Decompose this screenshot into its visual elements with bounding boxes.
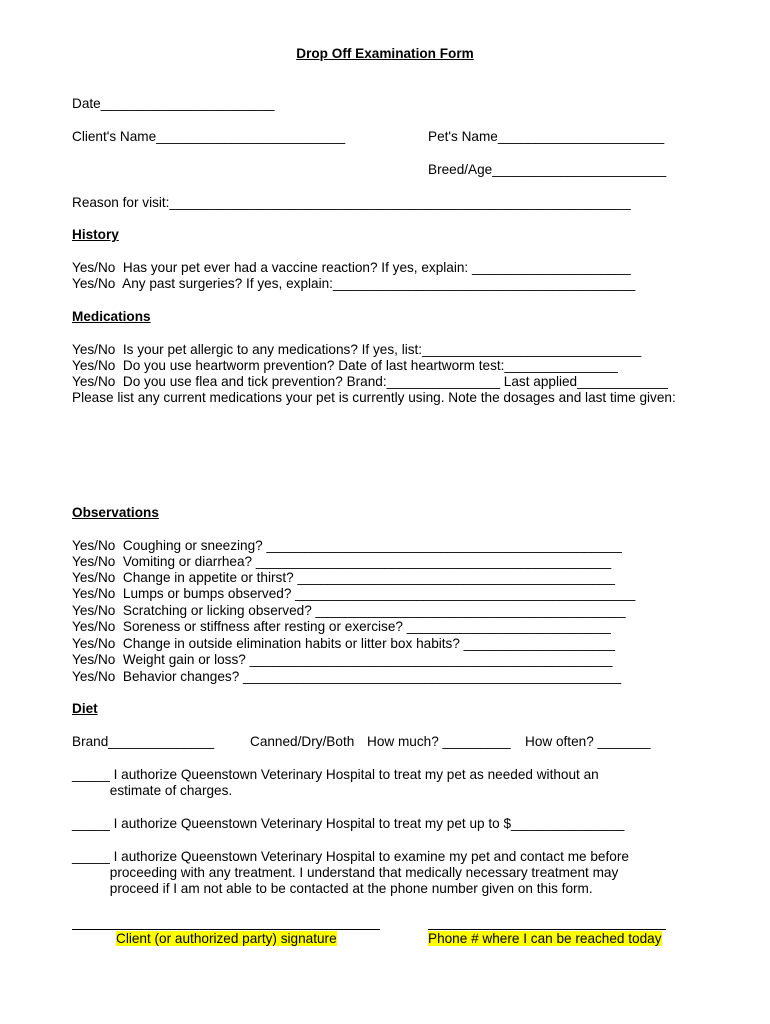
medications-line[interactable]: Yes/No Do you use flea and tick prevention? Brand:_______________ Last applied____________ bbox=[72, 374, 668, 389]
observation-line[interactable]: Yes/No Behavior changes? __________________________________________________ bbox=[72, 669, 622, 684]
phone-number-label bbox=[428, 931, 662, 947]
medications-line[interactable]: Yes/No Is your pet allergic to any medications? If yes, list:_____________________________ bbox=[72, 342, 642, 357]
observation-line[interactable]: Yes/No Scratching or licking observed? _________________________________________ bbox=[72, 603, 626, 618]
pet-name-field[interactable]: Pet's Name______________________ bbox=[428, 129, 665, 144]
authorization-line: proceed if I am not able to be contacted at the phone number given on this form. bbox=[72, 881, 593, 896]
authorization-line[interactable]: _____ I authorize Queenstown Veterinary Hospital to treat my pet as needed without an bbox=[72, 767, 599, 782]
history-line[interactable]: Yes/No Any past surgeries? If yes, explain:________________________________________ bbox=[72, 276, 636, 291]
history-line[interactable]: Yes/No Has your pet ever had a vaccine reaction? If yes, explain: _____________________ bbox=[72, 260, 631, 275]
authorization-line[interactable]: _____ I authorize Queenstown Veterinary Hospital to examine my pet and contact me before bbox=[72, 849, 629, 864]
history-heading: History bbox=[72, 227, 119, 242]
reason-field[interactable]: Reason for visit:_____________________________________________________________ bbox=[72, 195, 631, 210]
authorization-line: proceeding with any treatment. I understand that medically necessary treatment may bbox=[72, 865, 619, 880]
observations-heading: Observations bbox=[72, 505, 159, 520]
observation-line[interactable]: Yes/No Lumps or bumps observed? _____________________________________________ bbox=[72, 586, 636, 601]
medications-answer-area[interactable] bbox=[72, 410, 692, 490]
form-title: Drop Off Examination Form bbox=[296, 46, 474, 61]
authorization-line: estimate of charges. bbox=[72, 783, 233, 798]
client-signature-label-text: Client (or authorized party) signature bbox=[116, 931, 337, 946]
client-name-field[interactable]: Client's Name_________________________ bbox=[72, 129, 346, 144]
medications-heading: Medications bbox=[72, 309, 151, 324]
diet-type-options[interactable]: Canned/Dry/Both bbox=[250, 734, 355, 749]
diet-how-much-field[interactable]: How much? _________ bbox=[367, 734, 511, 749]
observation-line[interactable]: Yes/No Weight gain or loss? ________________________________________________ bbox=[72, 652, 613, 667]
diet-brand-field[interactable]: Brand______________ bbox=[72, 734, 215, 749]
observation-line[interactable]: Yes/No Soreness or stiffness after resting or exercise? ___________________________ bbox=[72, 619, 611, 634]
client-signature-line[interactable] bbox=[72, 929, 380, 930]
date-field[interactable]: Date_______________________ bbox=[72, 96, 275, 111]
observation-line[interactable]: Yes/No Coughing or sneezing? _______________________________________________ bbox=[72, 538, 622, 553]
phone-number-label-text: Phone # where I can be reached today bbox=[428, 931, 662, 946]
observation-line[interactable]: Yes/No Change in appetite or thirst? __________________________________________ bbox=[72, 570, 615, 585]
authorization-line[interactable]: _____ I authorize Queenstown Veterinary Hospital to treat my pet up to $_______________ bbox=[72, 816, 625, 831]
diet-how-often-field[interactable]: How often? _______ bbox=[525, 734, 651, 749]
observation-line[interactable]: Yes/No Change in outside elimination habits or litter box habits? ____________________ bbox=[72, 636, 615, 651]
diet-heading: Diet bbox=[72, 701, 98, 716]
observation-line[interactable]: Yes/No Vomiting or diarrhea? _______________________________________________ bbox=[72, 554, 612, 569]
client-signature-label bbox=[116, 931, 337, 947]
medications-instructions: Please list any current medications your pet is currently using. Note the dosages and last time given: bbox=[72, 390, 676, 405]
phone-number-line[interactable] bbox=[428, 929, 666, 930]
medications-line[interactable]: Yes/No Do you use heartworm prevention? Date of last heartworm test:_______________ bbox=[72, 358, 618, 373]
breed-age-field[interactable]: Breed/Age_______________________ bbox=[428, 162, 667, 177]
